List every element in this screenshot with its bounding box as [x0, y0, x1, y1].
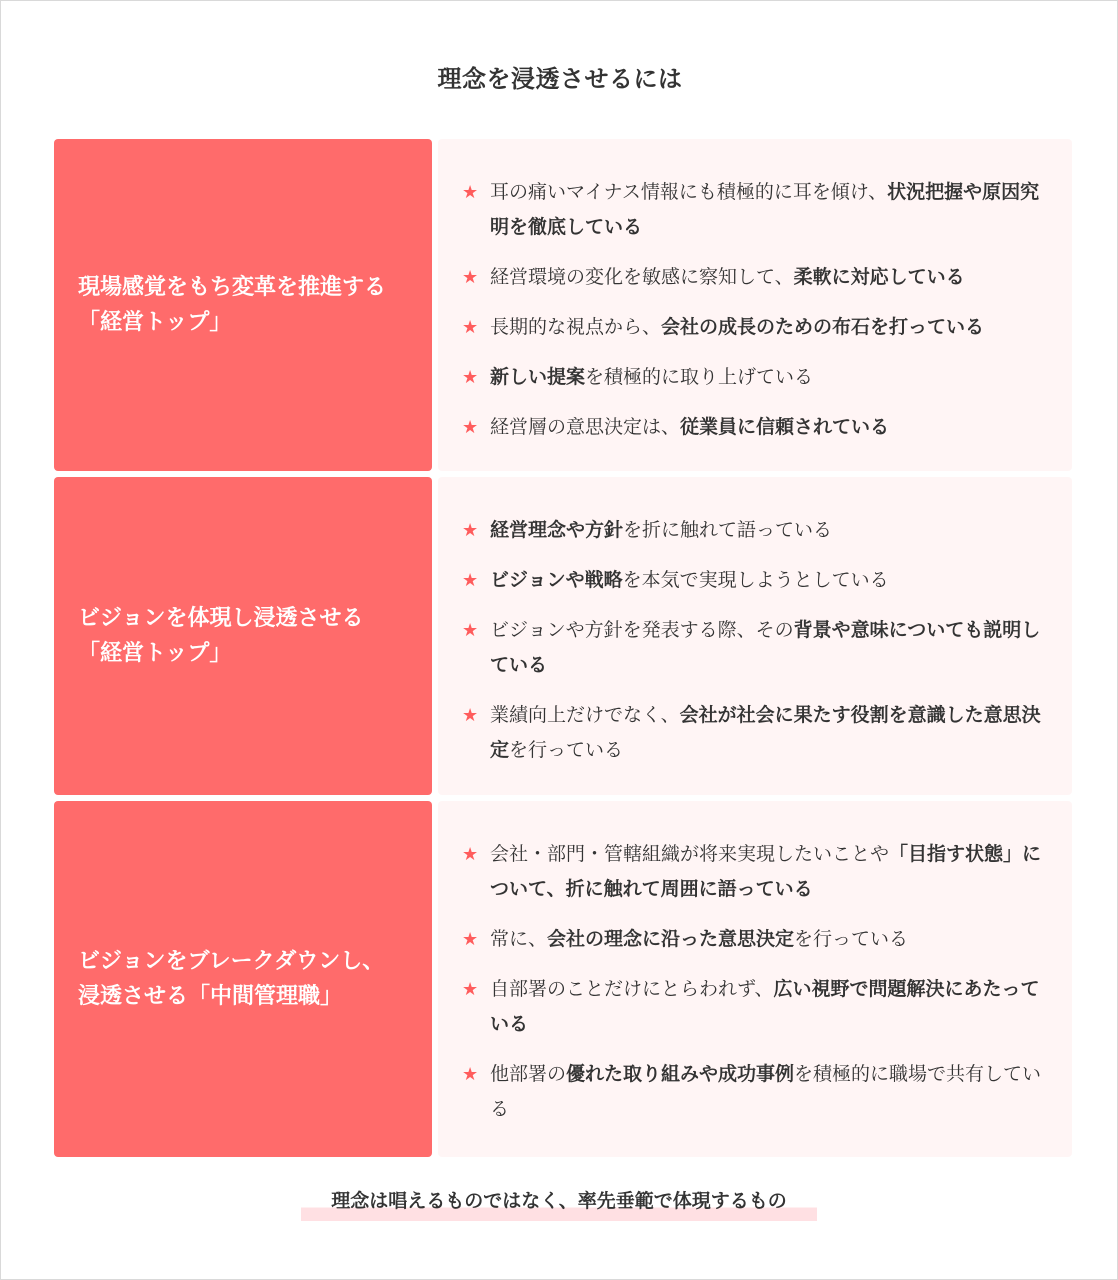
- item-text: を積極的に職場で共有している: [490, 1063, 1042, 1120]
- list-item: [462, 972, 1044, 1042]
- emphasis-text: 状況把握や原因究明を徹底している: [490, 181, 1040, 238]
- section-items-cell: [438, 801, 1072, 1157]
- item-text: 経営環境の変化を敏感に察知して、: [490, 266, 794, 288]
- section-item-list: [438, 477, 1072, 768]
- list-item: [462, 837, 1044, 907]
- list-item: [462, 698, 1044, 768]
- item-text: を行っている: [794, 928, 909, 950]
- section-label-cell: [54, 477, 432, 795]
- section-item-list: [438, 139, 1072, 445]
- section-label-cell: [54, 139, 432, 471]
- star-icon: ★: [462, 705, 479, 726]
- list-item: [462, 613, 1044, 683]
- list-item: [462, 260, 1044, 295]
- section-top-management-reform: [54, 139, 1072, 471]
- footer-message: 理念は唱えるものではなく、率先垂範で体現するもの: [301, 1185, 817, 1221]
- star-icon: ★: [462, 979, 479, 1000]
- list-item: [462, 1057, 1044, 1127]
- item-text: 自部署のことだけにとらわれず、: [490, 978, 774, 1000]
- item-text: を行っている: [509, 739, 624, 761]
- list-item: [462, 563, 1044, 598]
- star-icon: ★: [462, 367, 479, 388]
- star-icon: ★: [462, 1064, 479, 1085]
- list-item: [462, 513, 1044, 548]
- emphasis-text: 柔軟に対応している: [793, 266, 965, 288]
- star-icon: ★: [462, 620, 479, 641]
- emphasis-text: 優れた取り組みや成功事例: [566, 1063, 795, 1085]
- item-text: を本気で実現しようとしている: [622, 569, 889, 591]
- star-icon: ★: [462, 182, 479, 203]
- section-top-management-vision: [54, 477, 1072, 795]
- section-label: 現場感覚をもち変革を推進する 「経営トップ」: [78, 275, 387, 335]
- list-item: [462, 310, 1044, 345]
- emphasis-text: 従業員に信頼されている: [680, 416, 890, 438]
- item-text: 他部署の: [490, 1063, 567, 1085]
- emphasis-text: 「目指す状態」について、折に触れて周囲に語っている: [490, 843, 1042, 900]
- item-text: 常に、: [490, 928, 548, 950]
- section-middle-management: [54, 801, 1072, 1157]
- list-item: [462, 360, 1044, 395]
- star-icon: ★: [462, 570, 479, 591]
- star-icon: ★: [462, 267, 479, 288]
- star-icon: ★: [462, 317, 479, 338]
- item-text: 業績向上だけでなく、: [490, 704, 680, 726]
- item-text: 経営層の意思決定は、: [490, 416, 681, 438]
- item-text: ビジョンや方針を発表する際、その: [490, 619, 794, 641]
- star-icon: ★: [462, 929, 479, 950]
- emphasis-text: 経営理念や方針: [490, 519, 624, 541]
- page-title: 理念を浸透させるには: [437, 65, 683, 93]
- emphasis-text: 新しい提案: [490, 366, 586, 388]
- item-text: 会社・部門・管轄組織が将来実現したいことや: [490, 843, 890, 865]
- item-text: を積極的に取り上げている: [585, 366, 814, 388]
- emphasis-text: 広い視野で問題解決にあたっている: [490, 978, 1040, 1035]
- star-icon: ★: [462, 417, 479, 438]
- section-label: ビジョンを体現し浸透させる 「経営トップ」: [78, 606, 364, 666]
- item-text: 耳の痛いマイナス情報にも積極的に耳を傾け、: [490, 181, 888, 203]
- section-item-list: [438, 801, 1072, 1127]
- item-text: 長期的な視点から、: [490, 316, 662, 338]
- star-icon: ★: [462, 520, 479, 541]
- emphasis-text: 会社の理念に沿った意思決定: [547, 928, 795, 950]
- item-text: を折に触れて語っている: [623, 519, 833, 541]
- list-item: [462, 175, 1044, 245]
- list-item: [462, 922, 1044, 957]
- emphasis-text: 会社の成長のための布石を打っている: [661, 316, 985, 338]
- emphasis-text: ビジョンや戦略: [490, 569, 623, 591]
- star-icon: ★: [462, 844, 479, 865]
- section-label: ビジョンをブレークダウンし、 浸透させる「中間管理職」: [78, 949, 385, 1009]
- section-items-cell: [438, 477, 1072, 795]
- section-label-cell: [54, 801, 432, 1157]
- emphasis-text: 背景や意味についても説明している: [490, 619, 1041, 676]
- emphasis-text: 会社が社会に果たす役割を意識した意思決定: [490, 704, 1041, 761]
- section-items-cell: [438, 139, 1072, 471]
- list-item: [462, 410, 1044, 445]
